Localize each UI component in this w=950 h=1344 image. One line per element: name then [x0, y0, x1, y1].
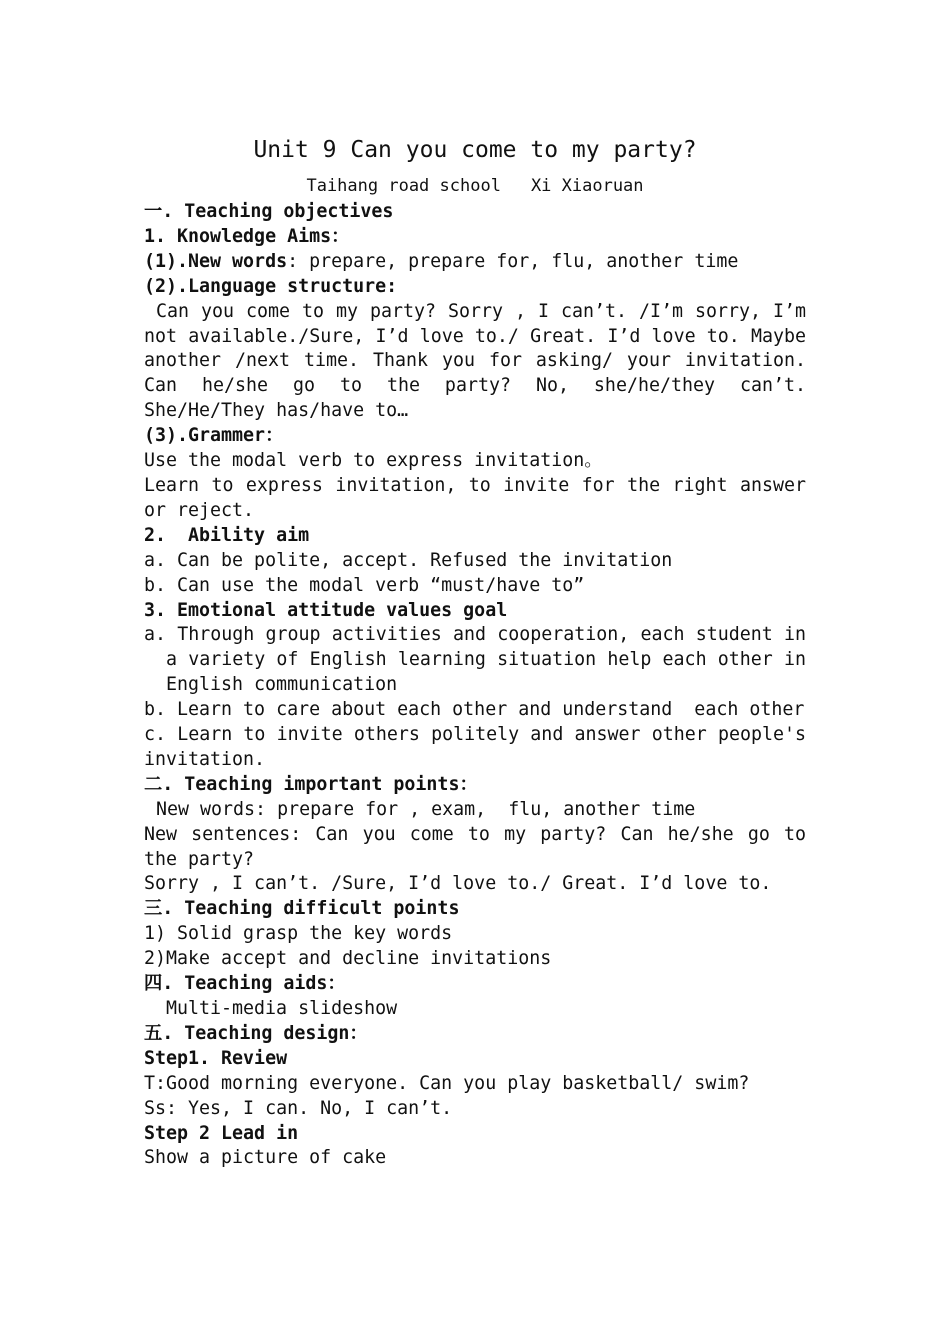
new-words-label: (1).New words	[144, 250, 288, 272]
document-body	[144, 200, 829, 1171]
grammar-heading: (3).Grammer：	[144, 425, 284, 447]
step2-text: Show a picture of cake	[144, 1147, 387, 1169]
section-heading-teaching-design: 五. Teaching design：	[144, 1022, 368, 1044]
grammar-line-1: Use the modal verb to express invitation。	[144, 450, 603, 472]
difficult-point-1: 1) Solid grasp the key words	[144, 923, 453, 945]
document-title: Unit 9 Can you come to my party?	[253, 137, 697, 163]
step2-heading: Step 2 Lead in	[144, 1122, 299, 1144]
knowledge-aims-heading: 1. Knowledge Aims：	[144, 225, 350, 247]
language-structure-text: Can you come to my party? Sorry , I can’t. /I’m sorry, I’m not available./Sure, I’d love to./ Great. I’d love to. Maybe another /next time. Thank you for asking/ your invitation. Can he/she go to the party? No, she/he/they can’t. She/He/They has/have to…	[144, 300, 829, 422]
difficult-point-2: 2)Make accept and decline invitations	[144, 948, 552, 970]
important-new-words: New words: prepare for , exam, flu, another time	[156, 798, 696, 820]
language-structure-heading: (2).Language structure:	[144, 275, 398, 297]
ability-item-a: a. Can be polite, accept. Refused the invitation	[144, 549, 673, 571]
section-heading-important-points: 二. Teaching important points：	[144, 773, 478, 795]
grammar-line-2: Learn to express invitation, to invite for the right answer or reject.	[144, 474, 818, 521]
step1-heading: Step1. Review	[144, 1047, 288, 1069]
ability-item-b: b. Can use the modal verb “must/have to”	[144, 574, 585, 596]
section-heading-objectives: 一. Teaching objectives	[144, 201, 394, 222]
step1-teacher-line: T:Good morning everyone. Can you play basketball/ swim?	[144, 1072, 750, 1094]
important-new-sentences: New sentences: Can you come to my party? Can he/she go to the party?	[144, 823, 818, 870]
emotional-item-b: b. Learn to care about each other and understand each other	[144, 699, 805, 721]
important-replies: Sorry , I can’t. /Sure, I’d love to./ Great. I’d love to.	[144, 873, 772, 895]
ability-aim-heading: 2. Ability aim	[144, 524, 310, 546]
teaching-aids-text: Multi-media slideshow	[166, 998, 398, 1019]
school-name: Taihang road school	[306, 176, 501, 196]
author-name: Xi Xiaoruan	[530, 176, 644, 196]
step1-students-line: Ss: Yes, I can. No, I can’t.	[144, 1097, 453, 1119]
emotional-item-a: a. Through group activities and cooperation, each student in a variety of English learning situation help each other in English communication	[144, 624, 818, 696]
emotional-item-c: c. Learn to invite others politely and answer other people's invitation.	[144, 724, 818, 770]
new-words-text: : prepare, prepare for, flu, another time	[287, 250, 739, 272]
new-words-line	[144, 250, 806, 275]
section-heading-difficult-points: 三. Teaching difficult points	[144, 898, 460, 920]
document-byline	[0, 175, 950, 197]
emotional-goal-heading: 3. Emotional attitude values goal	[144, 599, 508, 621]
section-heading-teaching-aids: 四. Teaching aids：	[144, 973, 346, 995]
